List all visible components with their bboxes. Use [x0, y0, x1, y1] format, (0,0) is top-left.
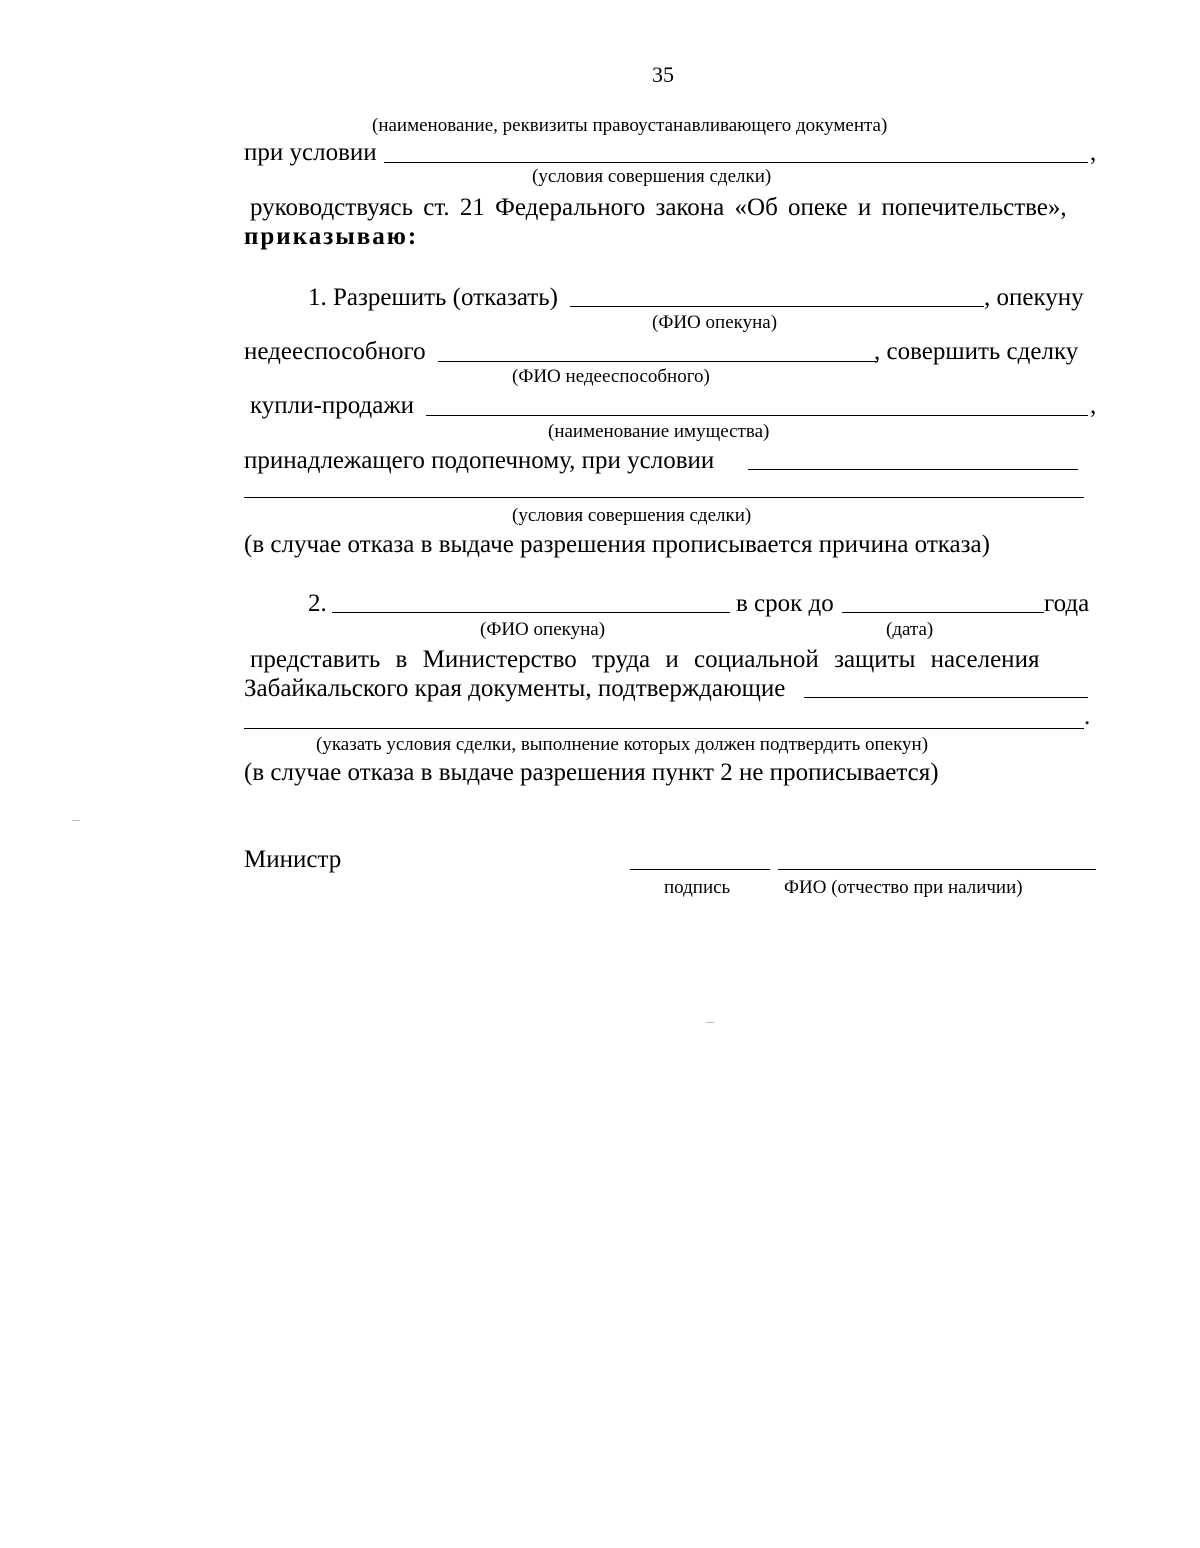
order-word: приказываю: [244, 223, 419, 250]
caption-confirm-conditions: (указать условия сделки, выполнение которых должен подтвердить опекун) [316, 734, 929, 755]
item1-refusal-note: (в случае отказа в выдаче разрешения прописывается причина отказа) [244, 531, 990, 558]
caption-deal-conditions-2: (условия совершения сделки) [512, 505, 752, 526]
region-documents-text: Забайкальского края документы, подтверждающие [244, 675, 786, 702]
scan-speck [72, 820, 80, 821]
scan-speck [706, 1022, 714, 1023]
item2-guardian-line [332, 612, 730, 613]
caption-incapable-name: (ФИО недееспособного) [512, 366, 710, 387]
signature-line [630, 869, 770, 870]
confirm-line-2 [244, 728, 1084, 729]
caption-full-name: ФИО (отчество при наличии) [784, 877, 1023, 898]
property-comma: , [1090, 392, 1097, 419]
guardian-suffix: , опекуну [984, 284, 1084, 311]
caption-property-name: (наименование имущества) [548, 421, 770, 442]
belonging-label: принадлежащего подопечному, при условии [244, 447, 715, 474]
deal-suffix: , совершить сделку [874, 338, 1079, 365]
caption-item2-guardian: (ФИО опекуна) [480, 619, 606, 640]
caption-deal-conditions: (условия совершения сделки) [532, 166, 772, 187]
guardian-name-line [570, 306, 984, 307]
incapable-label: недееспособного [244, 338, 426, 365]
year-label: года [1044, 590, 1090, 617]
confirm-line-1 [804, 697, 1088, 698]
page-number: 35 [652, 62, 674, 87]
caption-guardian-name: (ФИО опекуна) [652, 312, 778, 333]
date-line [842, 612, 1044, 613]
condition-line-2 [244, 497, 1084, 498]
incapable-name-line [438, 361, 878, 362]
condition-line-1 [748, 469, 1078, 470]
caption-document-details: (наименование, реквизиты правоустанавливающего документа) [372, 115, 888, 136]
item2-number: 2. [308, 590, 327, 617]
caption-signature: подпись [664, 877, 731, 898]
deadline-label: в срок до [736, 590, 834, 617]
present-to-ministry-text: представить в Министерство труда и социальной защиты населения [250, 646, 1040, 673]
condition-label: при условии [244, 139, 377, 166]
guided-by-law-text: руководствуясь ст. 21 Федерального закона «Об опеке и попечительстве», [250, 194, 1067, 221]
full-name-line [778, 869, 1096, 870]
condition-blank-line [384, 162, 1088, 163]
sale-label: купли-продажи [250, 392, 414, 419]
caption-date: (дата) [886, 619, 934, 640]
item2-refusal-note: (в случае отказа в выдаче разрешения пункт 2 не прописывается) [244, 759, 939, 786]
confirm-period: . [1084, 703, 1091, 730]
condition-comma: , [1090, 139, 1097, 166]
minister-title: Министр [244, 846, 342, 873]
property-name-line [426, 415, 1088, 416]
item1-permit-text: 1. Разрешить (отказать) [308, 284, 558, 311]
